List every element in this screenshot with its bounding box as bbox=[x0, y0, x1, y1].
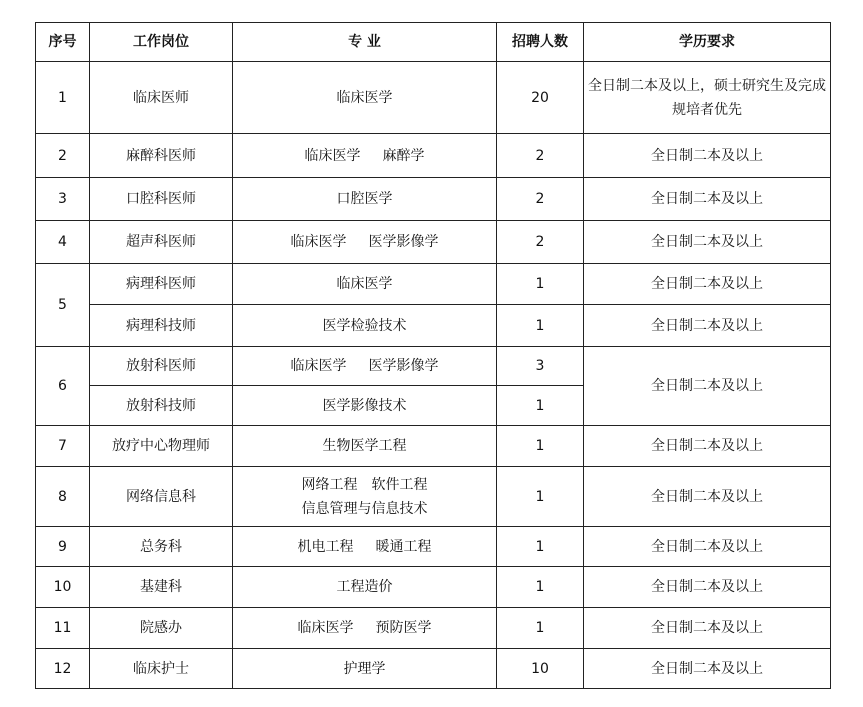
cell-education: 全日制二本及以上 bbox=[584, 134, 831, 178]
cell-count: 1 bbox=[497, 386, 584, 426]
header-major: 专 业 bbox=[233, 23, 497, 62]
cell-count: 2 bbox=[497, 178, 584, 221]
cell-no: 11 bbox=[36, 608, 90, 649]
cell-education: 全日制二本及以上 bbox=[584, 178, 831, 221]
table-row bbox=[36, 221, 831, 264]
major-item: 口腔医学 bbox=[336, 191, 393, 207]
cell-post: 网络信息科 bbox=[90, 467, 233, 527]
cell-major bbox=[233, 608, 497, 649]
cell-no: 2 bbox=[36, 134, 90, 178]
cell-major bbox=[233, 221, 497, 264]
table-row bbox=[36, 467, 831, 527]
cell-count: 3 bbox=[497, 347, 584, 386]
cell-education: 全日制二本及以上 bbox=[584, 649, 831, 689]
cell-major bbox=[233, 426, 497, 467]
cell-count: 1 bbox=[497, 527, 584, 567]
major-item: 临床医学 bbox=[290, 234, 347, 250]
cell-no: 7 bbox=[36, 426, 90, 467]
table-row bbox=[36, 527, 831, 567]
cell-post: 总务科 bbox=[90, 527, 233, 567]
cell-count: 1 bbox=[497, 305, 584, 347]
cell-major bbox=[233, 567, 497, 608]
major-line bbox=[235, 473, 494, 497]
table-row bbox=[36, 134, 831, 178]
major-item: 信息管理与信息技术 bbox=[301, 500, 428, 517]
cell-count: 10 bbox=[497, 649, 584, 689]
major-item: 医学影像学 bbox=[368, 234, 439, 250]
major-item: 麻醉学 bbox=[382, 147, 425, 164]
cell-post: 基建科 bbox=[90, 567, 233, 608]
major-item: 医学影像学 bbox=[368, 358, 439, 374]
cell-post: 放疗中心物理师 bbox=[90, 426, 233, 467]
major-item: 预防医学 bbox=[375, 620, 432, 636]
header-post: 工作岗位 bbox=[90, 23, 233, 62]
major-item: 医学检验技术 bbox=[322, 317, 407, 334]
cell-post: 麻醉科医师 bbox=[90, 134, 233, 178]
cell-post: 放射科技师 bbox=[90, 386, 233, 426]
cell-education: 全日制二本及以上 bbox=[584, 567, 831, 608]
major-item: 临床医学 bbox=[336, 89, 393, 106]
recruitment-table bbox=[35, 22, 831, 689]
cell-count: 1 bbox=[497, 608, 584, 649]
cell-major bbox=[233, 264, 497, 305]
table-row bbox=[36, 264, 831, 305]
cell-post: 超声科医师 bbox=[90, 221, 233, 264]
table-row bbox=[36, 567, 831, 608]
cell-major bbox=[233, 134, 497, 178]
cell-no: 4 bbox=[36, 221, 90, 264]
cell-no: 10 bbox=[36, 567, 90, 608]
cell-post: 放射科医师 bbox=[90, 347, 233, 386]
cell-count: 2 bbox=[497, 134, 584, 178]
cell-count: 1 bbox=[497, 264, 584, 305]
cell-post: 临床护士 bbox=[90, 649, 233, 689]
table-row bbox=[36, 62, 831, 134]
table-row bbox=[36, 305, 831, 347]
cell-no: 8 bbox=[36, 467, 90, 527]
major-item: 工程造价 bbox=[336, 579, 393, 595]
header-row bbox=[36, 23, 831, 62]
cell-no: 5 bbox=[36, 264, 90, 347]
cell-major bbox=[233, 305, 497, 347]
cell-education: 全日制二本及以上 bbox=[584, 608, 831, 649]
major-item: 临床医学 bbox=[290, 358, 347, 374]
cell-post: 病理科医师 bbox=[90, 264, 233, 305]
cell-major bbox=[233, 178, 497, 221]
major-item: 护理学 bbox=[343, 660, 386, 677]
header-education: 学历要求 bbox=[584, 23, 831, 62]
cell-education: 全日制二本及以上 bbox=[584, 221, 831, 264]
cell-major bbox=[233, 62, 497, 134]
major-item: 医学影像技术 bbox=[322, 397, 407, 414]
cell-no: 12 bbox=[36, 649, 90, 689]
cell-no: 6 bbox=[36, 347, 90, 426]
cell-no: 9 bbox=[36, 527, 90, 567]
table-row bbox=[36, 608, 831, 649]
major-item: 软件工程 bbox=[371, 476, 428, 493]
cell-major bbox=[233, 527, 497, 567]
cell-count: 1 bbox=[497, 567, 584, 608]
cell-post: 口腔科医师 bbox=[90, 178, 233, 221]
cell-major bbox=[233, 347, 497, 386]
cell-education: 全日制二本及以上 bbox=[584, 264, 831, 305]
table-row bbox=[36, 347, 831, 386]
table-row bbox=[36, 426, 831, 467]
cell-education: 全日制二本及以上，硕士研究生及完成规培者优先 bbox=[584, 62, 831, 134]
cell-post: 病理科技师 bbox=[90, 305, 233, 347]
cell-education: 全日制二本及以上 bbox=[584, 467, 831, 527]
cell-no: 1 bbox=[36, 62, 90, 134]
cell-post: 院感办 bbox=[90, 608, 233, 649]
cell-education: 全日制二本及以上 bbox=[584, 347, 831, 426]
major-item: 网络工程 bbox=[301, 476, 358, 493]
major-item: 临床医学 bbox=[297, 620, 354, 636]
major-item: 临床医学 bbox=[336, 276, 393, 292]
cell-count: 1 bbox=[497, 426, 584, 467]
header-count: 招聘人数 bbox=[497, 23, 584, 62]
cell-count: 20 bbox=[497, 62, 584, 134]
cell-no: 3 bbox=[36, 178, 90, 221]
cell-post: 临床医师 bbox=[90, 62, 233, 134]
cell-education: 全日制二本及以上 bbox=[584, 426, 831, 467]
header-no: 序号 bbox=[36, 23, 90, 62]
cell-education: 全日制二本及以上 bbox=[584, 527, 831, 567]
cell-major bbox=[233, 649, 497, 689]
major-item: 临床医学 bbox=[304, 147, 361, 164]
major-item: 暖通工程 bbox=[375, 538, 432, 555]
major-item: 机电工程 bbox=[297, 538, 354, 555]
cell-major bbox=[233, 386, 497, 426]
cell-count: 2 bbox=[497, 221, 584, 264]
table-row bbox=[36, 178, 831, 221]
major-item: 生物医学工程 bbox=[322, 438, 407, 454]
cell-count: 1 bbox=[497, 467, 584, 527]
table-row bbox=[36, 649, 831, 689]
cell-education: 全日制二本及以上 bbox=[584, 305, 831, 347]
cell-major bbox=[233, 467, 497, 527]
